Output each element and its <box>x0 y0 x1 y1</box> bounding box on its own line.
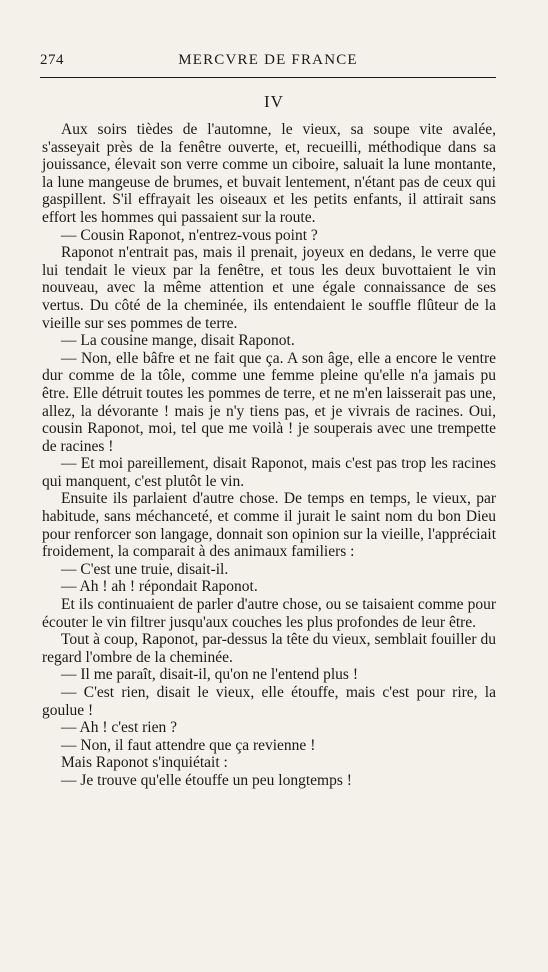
chapter-heading: IV <box>264 92 284 111</box>
paragraph: — C'est une truie, disait-il. <box>61 560 229 578</box>
paragraph: — Ah ! ah ! répondait Raponot. <box>61 578 258 596</box>
header-rule <box>40 77 496 78</box>
paragraph: — Et moi pareillement, disait Raponot, mais c'est pas trop les racines qui manquent, c'est plutôt le vin. <box>42 455 496 490</box>
paragraph: Tout à coup, Raponot, par-dessus la tête du vieux, semblait fouiller du regard l'ombre de la cheminée. <box>42 631 496 666</box>
paragraph: — La cousine mange, disait Raponot. <box>61 332 295 350</box>
page-header <box>40 50 496 72</box>
paragraph: — Je trouve qu'elle étouffe un peu longtemps ! <box>61 771 352 789</box>
paragraph: — Ah ! c'est rien ? <box>61 719 177 737</box>
paragraph: Raponot n'entrait pas, mais il prenait, joyeux en dedans, le verre que lui tendait le vieux par la fenêtre, et tous les deux buvottaient le vin nouveau, avec la même attention et une égale connaissance de ses vertus. Du côté de la cheminée, ils entendaient le souffle flûteur de la vieille sur ses pommes de terre. <box>42 244 496 332</box>
paragraph: — Il me paraît, disait-il, qu'on ne l'entend plus ! <box>61 666 359 684</box>
paragraph: Et ils continuaient de parler d'autre chose, ou se taisaient comme pour écouter le vin filtrer jusqu'aux couches les plus profondes de leur être. <box>42 596 496 631</box>
paragraph: — Non, il faut attendre que ça revienne ! <box>61 736 316 754</box>
paragraph: — Cousin Raponot, n'entrez-vous point ? <box>61 226 318 244</box>
paragraph: — C'est rien, disait le vieux, elle étouffe, mais c'est pour rire, la goulue ! <box>42 684 496 719</box>
paragraph: Aux soirs tièdes de l'automne, le vieux, sa soupe vite avalée, s'asseyait près de la fenêtre ouverte, et, recueilli, méthodique dans sa jouissance, élevait son verre comme un ciboire, saluait la lune montante, la lune mangeuse de brumes, et buvait lentement, n'étant pas de ceux qui gaspillent. S'il effrayait les oiseaux et les petits enfants, il attirait sans effort les hommes qui passaient sur la route. <box>42 121 496 226</box>
paragraph: — Non, elle bâfre et ne fait que ça. A son âge, elle a encore le ventre dur comme de la tôle, comme une femme pleine qu'elle n'a jamais pu être. Elle détruit toutes les pommes de terre, et ne m'en laisserait pas une, allez, la dévorante ! mais je n'y tiens pas, et je vivrais de racines. Oui, cousin Raponot, moi, tel que me voilà ! je souperais avec une trempette de racines ! <box>42 349 496 455</box>
paragraph: Ensuite ils parlaient d'autre chose. De temps en temps, le vieux, par habitude, sans méchanceté, et comme il jurait le saint nom du bon Dieu pour renforcer son langage, donnait son opinion sur la vieille, l'appréciait froidement, la comparait à des animaux familiers : <box>42 490 496 561</box>
page-number: 274 <box>40 52 64 68</box>
paragraph: Mais Raponot s'inquiétait : <box>61 754 228 772</box>
running-title: MERCVRE DE FRANCE <box>178 52 358 68</box>
body-text <box>42 121 496 790</box>
